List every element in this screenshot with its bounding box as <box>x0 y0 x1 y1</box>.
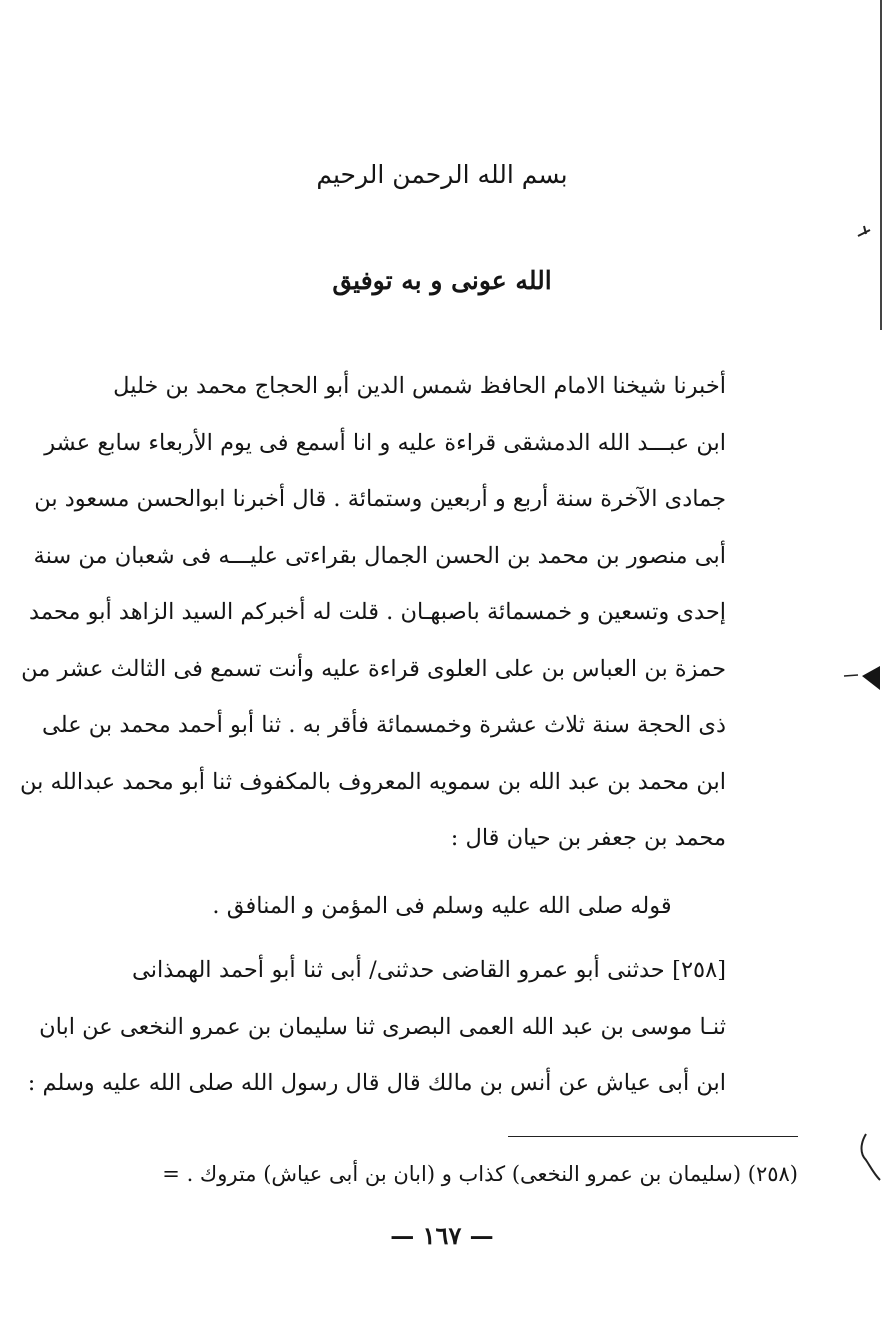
margin-arrow-mark <box>842 664 884 694</box>
margin-mark-top <box>852 214 882 244</box>
hadith-line: ابن أبى عياش عن أنس بن مالك قال قال رسول الله صلى الله عليه وسلم : <box>27 1070 726 1096</box>
margin-bracket-mark <box>856 1130 884 1184</box>
tawfiq-heading: الله عونى و به توفيق <box>332 266 552 295</box>
text-line: محمد بن جعفر بن حيان قال : <box>450 825 726 851</box>
text-line: ابن عبـــد الله الدمشقى قراءة عليه و انا أسمع فى يوم الأربعاء سابع عشر <box>44 429 726 456</box>
hadith-line: ثنـا موسى بن عبد الله العمى البصرى ثنا سليمان بن عمرو النخعى عن ابان <box>39 1013 726 1040</box>
basmala-heading: بسم الله الرحمن الرحيم <box>316 160 568 189</box>
hadith-line: [٢٥٨] حدثنى أبو عمرو القاضى حدثنى/ أبى ثنا أبو أحمد الهمذانى <box>132 957 726 983</box>
text-line: ذى الحجة سنة ثلاث عشرة وخمسمائة فأقر به . ثنا أبو أحمد محمد بن على <box>42 712 726 738</box>
page-number: — ١٦٧ — <box>390 1221 494 1250</box>
text-line: حمزة بن العباس بن على العلوى قراءة عليه وأنت تسمع فى الثالث عشر من <box>21 655 726 682</box>
hadith-paragraph <box>27 942 726 1112</box>
text-line: جمادى الآخرة سنة أربع و أربعين وستمائة . قال أخبرنا ابوالحسن مسعود بن <box>34 486 726 512</box>
footnote: (٢٥٨) (سليمان بن عمرو النخعى) كذاب و (ابان بن أبى عياش) متروك . = <box>162 1162 798 1186</box>
chapter-title: قوله صلى الله عليه وسلم فى المؤمن و المنافق . <box>212 893 672 919</box>
isnad-paragraph <box>19 358 726 867</box>
text-line: إحدى وتسعين و خمسمائة باصبهـان . قلت له أخبركم السيد الزاهد أبو محمد <box>29 599 726 625</box>
text-line: أخبرنا شيخنا الامام الحافظ شمس الدين أبو الحجاج محمد بن خليل <box>113 373 726 399</box>
footnote-divider <box>508 1136 798 1137</box>
text-line: ابن محمد بن عبد الله بن سمويه المعروف بالمكفوف ثنا أبو محمد عبدالله بن <box>19 768 726 795</box>
text-line: أبى منصور بن محمد بن الحسن الجمال بقراءتى عليـــه فى شعبان من سنة <box>33 542 726 569</box>
